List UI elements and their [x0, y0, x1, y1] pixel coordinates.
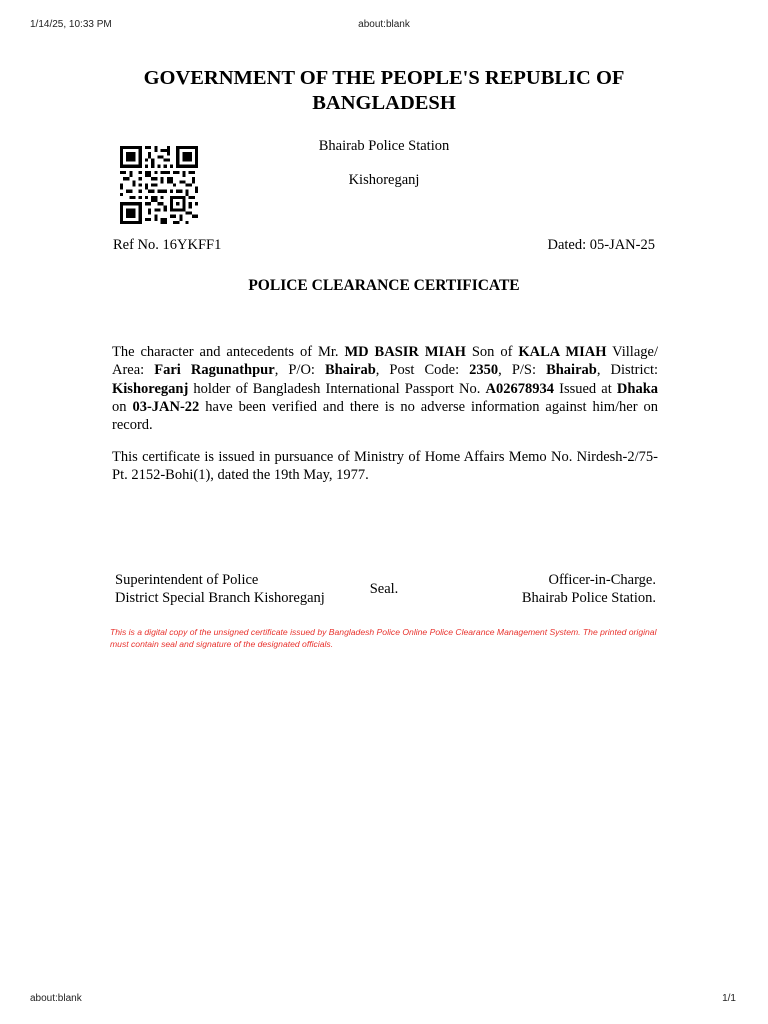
father-name: KALA MIAH: [518, 344, 607, 360]
footer-url: about:blank: [30, 993, 82, 1004]
memo-reference: This certificate is issued in pursuance of Ministry of Home Affairs Memo No. Nirdesh-2/75-Pt. 2152-Bohi(1), dated the 19th May, 1977.: [112, 449, 658, 484]
passport-number: A02678934: [485, 380, 554, 397]
print-datetime: 1/14/25, 10:33 PM: [30, 19, 112, 30]
police-station: Bhairab: [546, 362, 597, 379]
issuing-office: [244, 138, 524, 189]
applicant-name: MD BASIR MIAH: [344, 344, 466, 360]
officer-in-charge-signature: Officer-in-Charge. Bhairab Police Station.: [521, 572, 656, 606]
applicant-district: Kishoreganj: [112, 380, 189, 397]
passport-issue-date: 03-JAN-22: [132, 398, 200, 415]
page-number: 1/1: [722, 993, 736, 1004]
passport-issue-place: Dhaka: [616, 380, 659, 397]
clearance-statement: The character and antecedents of Mr. MD BASIR MIAH Son of KALA MIAH Village/ Area: Fari Ragunathpur, P/O: Bhairab, Post Code: 2350, P/S: Bhairab, District: Kishoreganj holder of Bangladesh International Passport No. A02678934 Issued at Dhaka on 03-JAN-22 have been verified and there is no adverse information against him/her on record.: [112, 344, 659, 434]
seal-label: Seal.: [369, 581, 399, 597]
post-office: Bhairab: [325, 362, 376, 379]
village-area: Fari Ragunathpur: [154, 362, 275, 379]
police-station-name: Bhairab Police Station: [318, 138, 450, 154]
district-name: Kishoreganj: [348, 172, 420, 188]
digital-copy-disclaimer: This is a digital copy of the unsigned certificate issued by Bangladesh Police Online Police Clearance Management System. The printed original must contain seal and signature of the designated officials.: [110, 627, 657, 649]
print-url: about:blank: [358, 19, 410, 30]
issue-date: Dated: 05-JAN-25: [547, 237, 655, 253]
print-header: [0, 19, 768, 33]
print-footer: [0, 993, 768, 1007]
document-title: GOVERNMENT OF THE PEOPLE'S REPUBLIC OF BANGLADESH: [143, 67, 625, 114]
signature-block: [112, 571, 656, 611]
qr-code-icon: [120, 146, 198, 224]
certificate-title: POLICE CLEARANCE CERTIFICATE: [248, 277, 520, 294]
reference-number: Ref No. 16YKFF1: [113, 237, 222, 253]
superintendent-signature: Superintendent of Police District Special Branch Kishoreganj: [115, 572, 325, 606]
post-code: 2350: [469, 362, 499, 379]
